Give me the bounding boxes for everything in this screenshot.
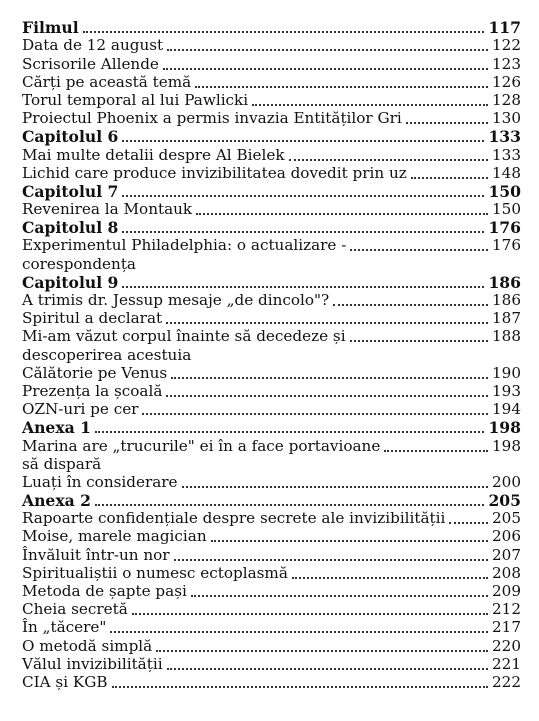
toc-entry	[22, 618, 521, 636]
dot-leader	[196, 213, 488, 215]
toc-heading	[22, 273, 521, 291]
toc-entry	[22, 254, 521, 272]
toc-page-number: 212	[492, 600, 521, 619]
toc-entry-title: Proiectul Phoenix a permis invazia Entităților Gri	[22, 109, 402, 128]
toc-page-number: 122	[492, 36, 521, 55]
toc-entry	[22, 400, 521, 418]
toc-entry	[22, 455, 521, 473]
toc-entry-title: Capitolul 9	[22, 272, 119, 292]
toc-entry-title: Spiritualiștii o numesc ectoplasmă	[22, 563, 288, 582]
toc-page-number: 193	[492, 381, 521, 400]
toc-entry-title: Scrisorile Allende	[22, 54, 159, 73]
toc-entry-title: Anexa 2	[22, 491, 92, 511]
toc-page-number: 194	[492, 400, 521, 419]
toc-entry	[22, 600, 521, 618]
toc-page-number: 176	[488, 218, 521, 238]
dot-leader	[289, 159, 488, 161]
dot-leader	[122, 231, 484, 233]
toc-entry-title: Spiritul a declarat	[22, 309, 163, 328]
toc-entry	[22, 582, 521, 600]
dot-leader	[174, 559, 488, 561]
dot-leader	[449, 522, 488, 524]
toc-page-number: 187	[492, 309, 521, 328]
toc-entry	[22, 73, 521, 91]
toc-entry-title: Revenirea la Montauk	[22, 200, 193, 219]
dot-leader	[95, 504, 484, 506]
toc-entry-title: OZN-uri pe cer	[22, 400, 139, 419]
dot-leader	[83, 31, 485, 33]
toc-entry	[22, 327, 521, 345]
toc-entry-title: Rapoarte confidențiale despre secrete ale invizibilității	[22, 509, 446, 528]
toc-page-number: 221	[492, 654, 521, 673]
toc-entry	[22, 364, 521, 382]
toc-entry	[22, 509, 521, 527]
toc-page-number: 123	[492, 54, 521, 73]
table-of-contents	[22, 18, 521, 691]
toc-entry-title: Metoda de șapte pași	[22, 582, 187, 600]
toc-entry-title: descoperirea acestuia	[22, 345, 192, 364]
toc-entry-title: Data de 12 august	[22, 36, 164, 55]
toc-page-number: 186	[492, 291, 521, 309]
toc-page-number: 190	[492, 363, 521, 382]
dot-leader	[166, 322, 488, 324]
toc-page-number: 130	[492, 109, 521, 128]
toc-entry	[22, 564, 521, 582]
dot-leader	[142, 413, 488, 415]
toc-entry-title: Învăluit într-un nor	[22, 545, 170, 564]
dot-leader	[167, 668, 488, 670]
toc-entry-title: Vălul invizibilității	[22, 654, 163, 673]
dot-leader	[292, 577, 488, 579]
toc-entry	[22, 545, 521, 563]
toc-entry	[22, 91, 521, 109]
toc-entry-title: Lichid care produce invizibilitatea dovedit prin uz	[22, 163, 407, 182]
toc-page-number: 117	[488, 18, 521, 38]
dot-leader	[112, 686, 488, 688]
toc-page-number: 208	[492, 563, 521, 582]
toc-entry-title: corespondența	[22, 254, 136, 273]
toc-entry	[22, 36, 521, 54]
toc-entry	[22, 200, 521, 218]
toc-page-number: 150	[492, 200, 521, 219]
dot-leader	[122, 195, 484, 197]
toc-entry-title: Călătorie pe Venus	[22, 363, 168, 382]
toc-entry	[22, 473, 521, 491]
dot-leader	[252, 104, 488, 106]
toc-entry	[22, 236, 521, 254]
dot-leader	[384, 450, 488, 452]
toc-entry-title: Marina are „trucurile" ei în a face portavioane	[22, 436, 381, 455]
dot-leader	[132, 613, 488, 615]
toc-heading	[22, 182, 521, 200]
toc-heading	[22, 418, 521, 436]
dot-leader	[163, 68, 488, 70]
toc-entry-title: O metodă simplă	[22, 636, 153, 655]
dot-leader	[350, 340, 488, 342]
toc-entry-title: În „tăcere"	[22, 618, 107, 637]
dot-leader	[167, 49, 488, 51]
toc-entry-title: Cărți pe această temă	[22, 72, 192, 91]
toc-page-number: 220	[492, 636, 521, 655]
toc-heading	[22, 18, 521, 36]
toc-page-number: 128	[492, 90, 521, 109]
toc-entry	[22, 309, 521, 327]
dot-leader	[211, 540, 488, 542]
toc-entry-title: Mai multe detalii despre Al Bielek	[22, 145, 285, 164]
toc-entry	[22, 436, 521, 454]
toc-page-number: 205	[488, 491, 521, 511]
toc-entry-title: Mi-am văzut corpul înainte să decedeze și	[22, 327, 346, 346]
toc-page-number: 217	[492, 618, 521, 637]
dot-leader	[156, 650, 488, 652]
toc-entry	[22, 109, 521, 127]
toc-page-number: 200	[492, 472, 521, 491]
dot-leader	[350, 249, 488, 251]
toc-entry-title: Experimentul Philadelphia: o actualizare -	[22, 236, 347, 255]
toc-entry	[22, 527, 521, 545]
toc-page-number: 176	[492, 236, 521, 255]
toc-page-number: 206	[492, 527, 521, 546]
toc-entry-title: Capitolul 7	[22, 181, 119, 201]
toc-page-number: 186	[488, 272, 521, 292]
dot-leader	[406, 122, 488, 124]
dot-leader	[122, 140, 484, 142]
toc-entry	[22, 164, 521, 182]
toc-entry	[22, 382, 521, 400]
toc-page-number: 209	[492, 582, 521, 600]
dot-leader	[411, 177, 488, 179]
toc-page-number: 188	[492, 327, 521, 346]
toc-entry	[22, 673, 521, 691]
toc-page-number: 205	[492, 509, 521, 528]
toc-entry-title: Anexa 1	[22, 418, 92, 438]
toc-page-number: 198	[492, 436, 521, 455]
toc-entry-title: A trimis dr. Jessup mesaje „de dincolo"?	[22, 291, 330, 309]
dot-leader	[95, 431, 484, 433]
toc-page-number: 150	[488, 181, 521, 201]
toc-page-number: 133	[492, 145, 521, 164]
toc-page-number: 148	[492, 163, 521, 182]
toc-entry-title: Luați în considerare	[22, 472, 178, 491]
toc-heading	[22, 218, 521, 236]
toc-entry-title: să dispară	[22, 454, 102, 473]
dot-leader	[122, 286, 484, 288]
toc-page-number: 198	[488, 418, 521, 438]
dot-leader	[110, 631, 488, 633]
toc-entry-title: CIA și KGB	[22, 672, 108, 691]
dot-leader	[166, 395, 488, 397]
dot-leader	[191, 595, 488, 597]
dot-leader	[333, 304, 488, 306]
dot-leader	[171, 377, 488, 379]
toc-entry	[22, 54, 521, 72]
toc-entry-title: Capitolul 8	[22, 218, 119, 238]
toc-entry-title: Cheia secretă	[22, 600, 128, 619]
toc-heading	[22, 491, 521, 509]
toc-heading	[22, 127, 521, 145]
toc-entry-title: Moise, marele magician	[22, 527, 207, 546]
toc-page-number: 126	[492, 72, 521, 91]
toc-entry-title: Torul temporal al lui Pawlicki	[22, 90, 249, 109]
toc-page-number: 133	[488, 127, 521, 147]
toc-entry	[22, 655, 521, 673]
toc-entry-title: Prezența la școală	[22, 381, 163, 400]
toc-entry	[22, 291, 521, 309]
toc-entry-title: Filmul	[22, 18, 79, 38]
toc-page-number: 207	[492, 545, 521, 564]
dot-leader	[195, 86, 488, 88]
toc-entry	[22, 636, 521, 654]
toc-page-number: 222	[492, 672, 521, 691]
toc-entry	[22, 145, 521, 163]
toc-entry-title: Capitolul 6	[22, 127, 119, 147]
toc-entry	[22, 345, 521, 363]
dot-leader	[182, 486, 488, 488]
